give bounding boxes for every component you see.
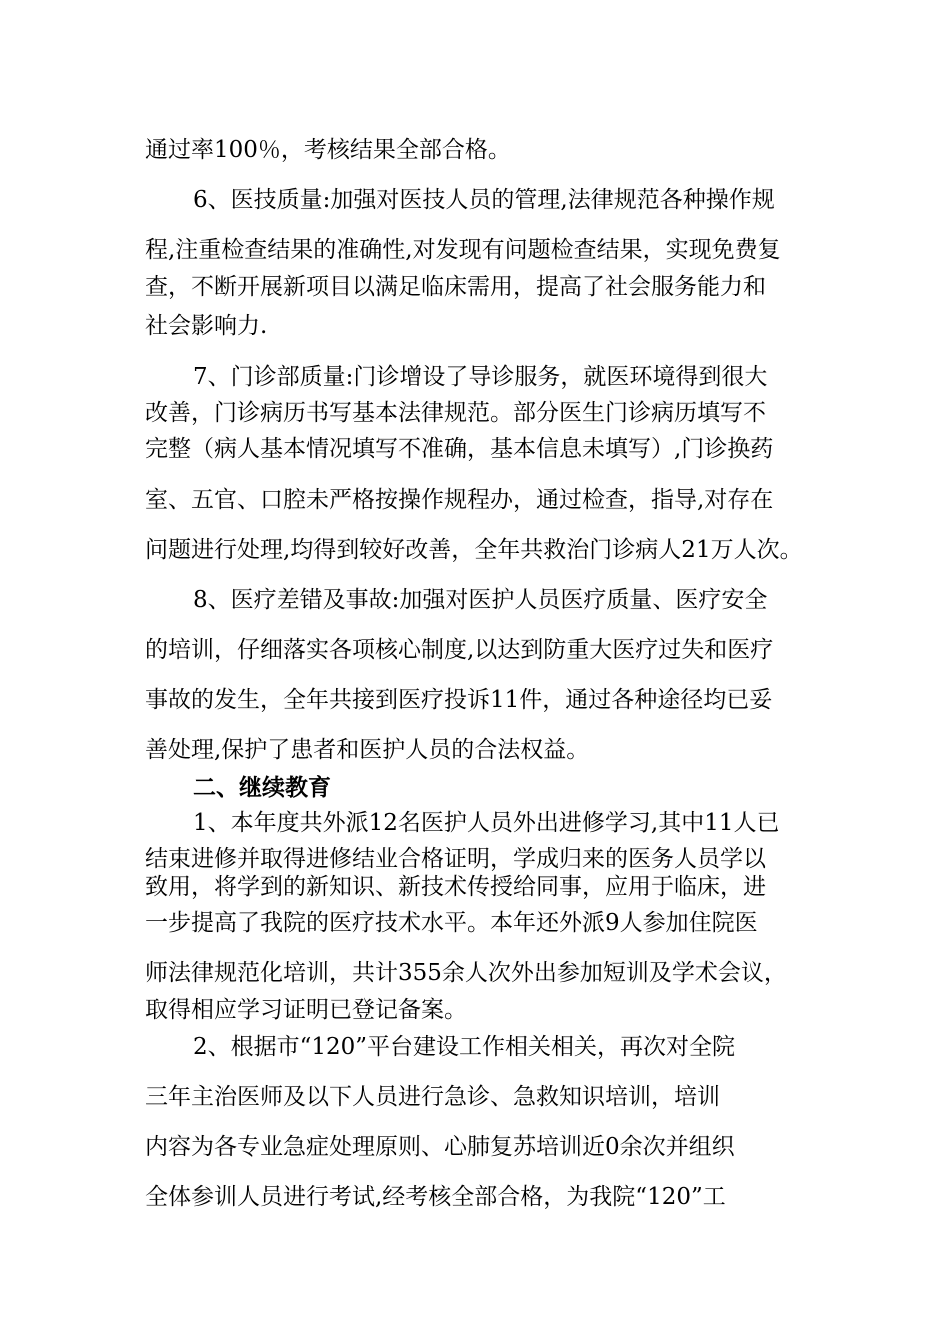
text-line: 三年主治医师及以下人员进行急诊、急救知识培训，培训 [145, 1084, 720, 1110]
section-heading: 二、继续教育 [193, 775, 331, 801]
text-line: 师法律规范化培训，共计355余人次外出参加短训及学术会议， [145, 960, 787, 986]
text-line: 8、医疗差错及事故:加强对医护人员医疗质量、医疗安全 [193, 587, 768, 613]
text-line: 通过率100％，考核结果全部合格。 [145, 137, 511, 163]
text-line: 程,注重检查结果的准确性,对发现有问题检查结果，实现免费复 [145, 237, 781, 263]
text-line: 事故的发生，全年共接到医疗投诉11件，通过各种途径均已妥 [145, 687, 773, 713]
text-line: 内容为各专业急症处理原则、心肺复苏培训近0余次并组织 [145, 1134, 735, 1160]
text-line: 7、门诊部质量:门诊增设了导诊服务，就医环境得到很大 [193, 364, 768, 390]
text-line: 完整（病人基本情况填写不准确，基本信息未填写）,门诊换药 [145, 436, 774, 462]
text-line: 致用，将学到的新知识、新技术传授给同事，应用于临床，进 [145, 874, 766, 900]
text-line: 结束进修并取得进修结业合格证明，学成归来的医务人员学以 [145, 846, 766, 872]
text-line: 改善，门诊病历书写基本法律规范。部分医生门诊病历填写不 [145, 400, 766, 426]
text-line: 室、五官、口腔未严格按操作规程办，通过检查，指导,对存在 [145, 487, 774, 513]
text-line: 1、本年度共外派12名医护人员外出进修学习,其中11人已 [193, 810, 780, 836]
text-line: 2、根据市“120”平台建设工作相关相关，再次对全院 [193, 1034, 736, 1060]
text-line: 的培训，仔细落实各项核心制度,以达到防重大医疗过失和医疗 [145, 637, 774, 663]
text-line: 6、医技质量:加强对医技人员的管理,法律规范各种操作规 [193, 187, 775, 213]
text-line: 全体参训人员进行考试,经考核全部合格，为我院“120”工 [145, 1184, 726, 1210]
text-line: 查，不断开展新项目以满足临床需用，提高了社会服务能力和 [145, 274, 766, 300]
text-line: 善处理,保护了患者和医护人员的合法权益。 [145, 737, 590, 763]
text-line: 社会影响力. [145, 313, 268, 339]
text-line: 一步提高了我院的医疗技术水平。本年还外派9人参加住院医 [145, 910, 758, 936]
text-line: 问题进行处理,均得到较好改善，全年共救治门诊病人21万人次。 [145, 537, 803, 563]
text-line: 取得相应学习证明已登记备案。 [145, 997, 467, 1023]
